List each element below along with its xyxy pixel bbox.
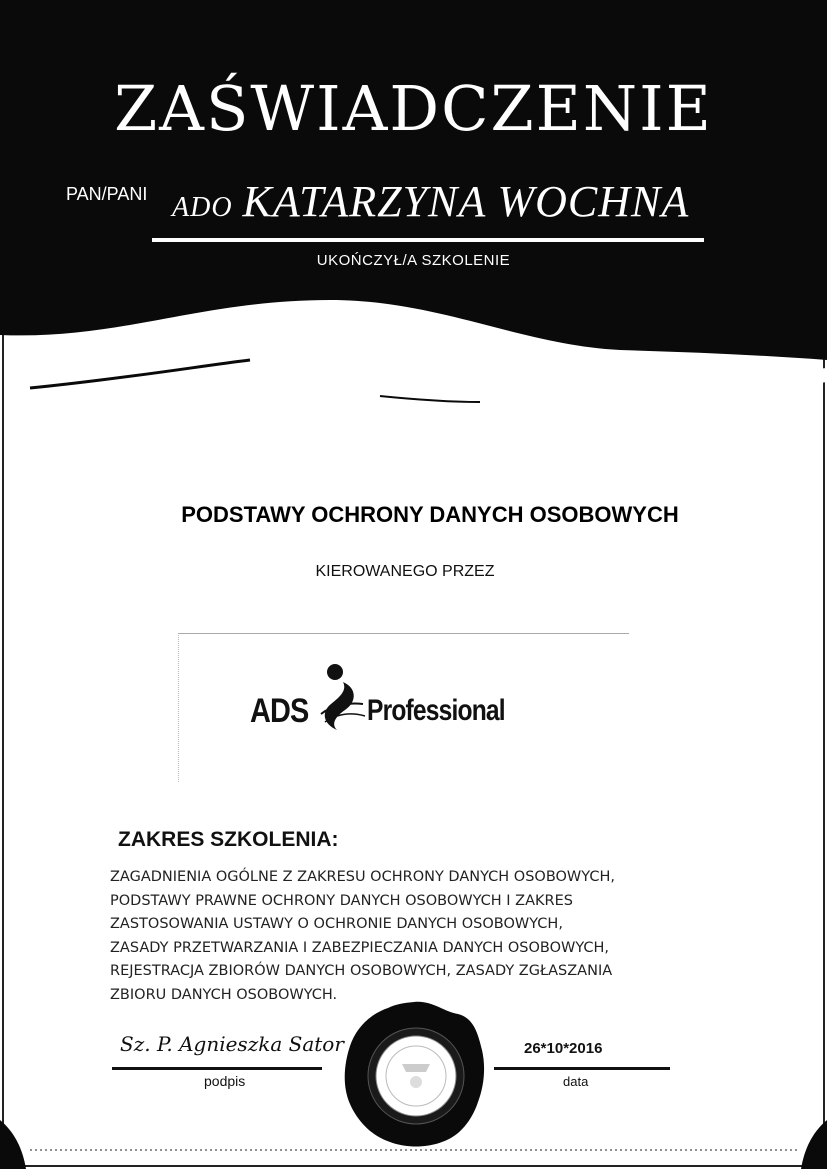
scope-line: REJESTRACJA ZBIORÓW DANYCH OSOBOWYCH, ZASADY ZGŁASZANIA	[110, 963, 613, 979]
signature-label: podpis	[204, 1073, 246, 1089]
date-line	[494, 1067, 670, 1070]
scope-list	[110, 866, 615, 1007]
wax-seal-icon	[340, 998, 488, 1150]
recipient-name: KATARZYNA WOCHNA	[242, 177, 690, 226]
course-name: PODSTAWY OCHRONY DANYCH OSOBOWYCH	[181, 502, 679, 527]
recipient-prefix: PAN/PANI	[66, 184, 148, 204]
signature-line	[112, 1067, 322, 1070]
completed-text: UKOŃCZYŁ/A SZKOLENIE	[316, 252, 511, 269]
scope-line: ZAGADNIENIA OGÓLNE Z ZAKRESU OCHRONY DANYCH OSOBOWYCH,	[110, 869, 615, 885]
recipient-name-block	[172, 176, 689, 227]
scope-line: PODSTAWY PRAWNE OCHRONY DANYCH OSOBOWYCH I ZAKRES	[110, 892, 573, 909]
scope-line: ZBIORU DANYCH OSOBOWYCH.	[110, 986, 338, 1003]
logo-text-ads: ADS	[250, 691, 309, 730]
flame-icon	[313, 662, 371, 732]
organizer-logo	[250, 686, 535, 736]
scope-line: ZASADY PRZETWARZANIA I ZABEZPIECZANIA DANYCH OSOBOWYCH,	[110, 939, 610, 956]
directed-by: KIEROWANEGO PRZEZ	[315, 563, 495, 580]
scope-heading: ZAKRES SZKOLENIA:	[118, 828, 339, 851]
certificate-title: ZAŚWIADCZENIE	[114, 72, 713, 145]
signature: Sz. P. Agnieszka Sator	[120, 1032, 344, 1056]
recipient-role: ADO	[172, 192, 233, 223]
scope-line: ZASTOSOWANIA USTAWY O OCHRONIE DANYCH OSOBOWYCH,	[110, 916, 563, 932]
name-underline	[152, 238, 704, 242]
date-value: 26*10*2016	[524, 1040, 603, 1057]
logo-text-professional: Professional	[366, 694, 505, 727]
date-label: data	[563, 1074, 589, 1089]
